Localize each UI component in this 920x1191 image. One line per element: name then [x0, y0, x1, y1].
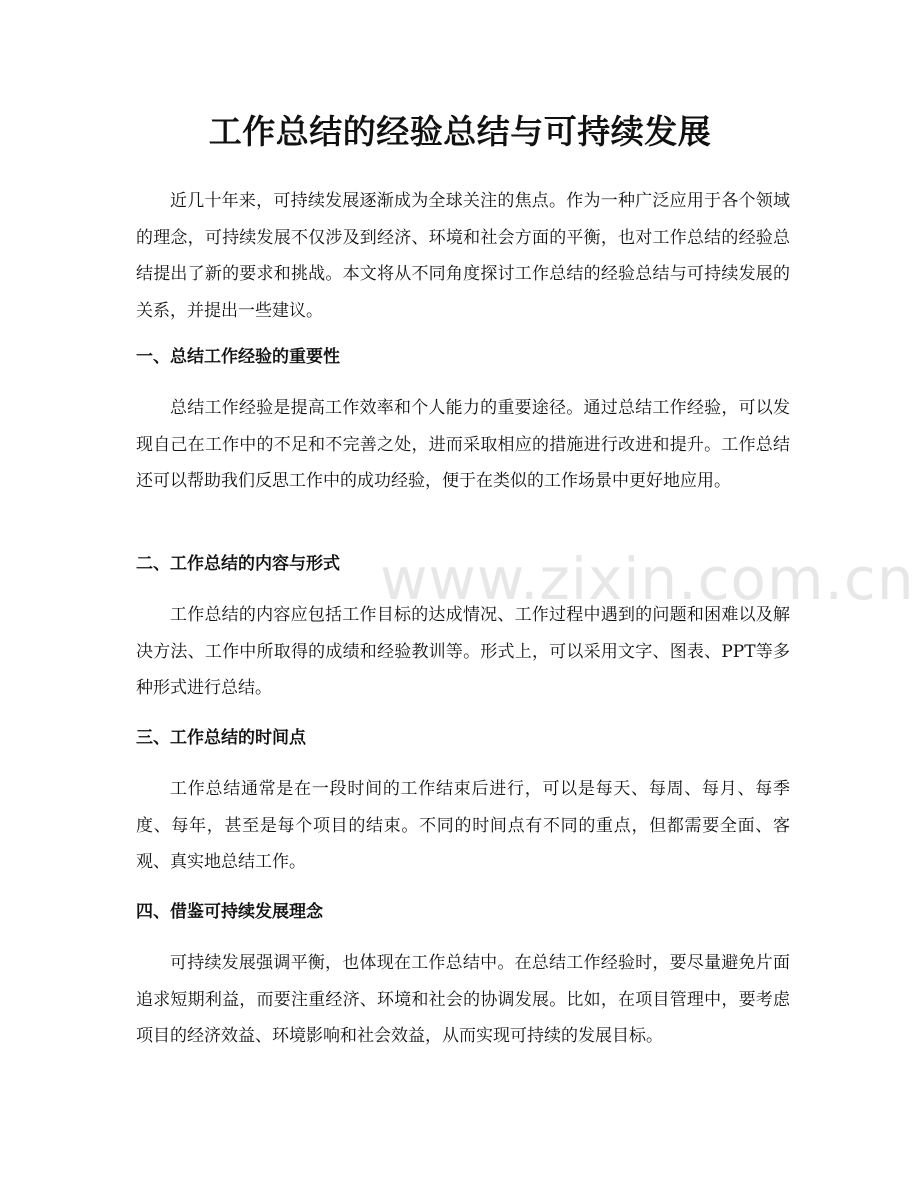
watermark: www.zixin.com.cn: [380, 545, 915, 613]
section-body-3: 工作总结通常是在一段时间的工作结束后进行，可以是每天、每周、每月、每季度、每年，甚至是每个项目的结束。不同的时间点有不同的重点，但都需要全面、客观、真实地总结工作。: [136, 779, 790, 872]
section-heading-3: 三、工作总结的时间点: [136, 728, 306, 748]
section-body-4: 可持续发展强调平衡，也体现在工作总结中。在总结工作经验时，要尽量避免片面追求短期利益，而要注重经济、环境和社会的协调发展。比如，在项目管理中，要考虑项目的经济效益、环境影响和社会效益，从而实现可持续的发展目标。: [136, 953, 790, 1046]
section-heading-4: 四、借鉴可持续发展理念: [136, 902, 323, 922]
intro-paragraph: 近几十年来，可持续发展逐渐成为全球关注的焦点。作为一种广泛应用于各个领域的理念，可持续发展不仅涉及到经济、环境和社会方面的平衡，也对工作总结的经验总结提出了新的要求和挑战。本文将从不同角度探讨工作总结的经验总结与可持续发展的关系，并提出一些建议。: [136, 191, 790, 321]
document-title: 工作总结的经验总结与可持续发展: [208, 112, 712, 151]
section-body-1: 总结工作经验是提高工作效率和个人能力的重要途径。通过总结工作经验，可以发现自己在工作中的不足和不完善之处，进而采取相应的措施进行改进和提升。工作总结还可以帮助我们反思工作中的成功经验，便于在类似的工作场景中更好地应用。: [136, 398, 790, 491]
section-heading-2: 二、工作总结的内容与形式: [136, 554, 340, 574]
section-heading-1: 一、总结工作经验的重要性: [136, 347, 340, 367]
section-body-2: 工作总结的内容应包括工作目标的达成情况、工作过程中遇到的问题和困难以及解决方法、工作中所取得的成绩和经验教训等。形式上，可以采用文字、图表、PPT等多种形式进行总结。: [136, 605, 790, 698]
